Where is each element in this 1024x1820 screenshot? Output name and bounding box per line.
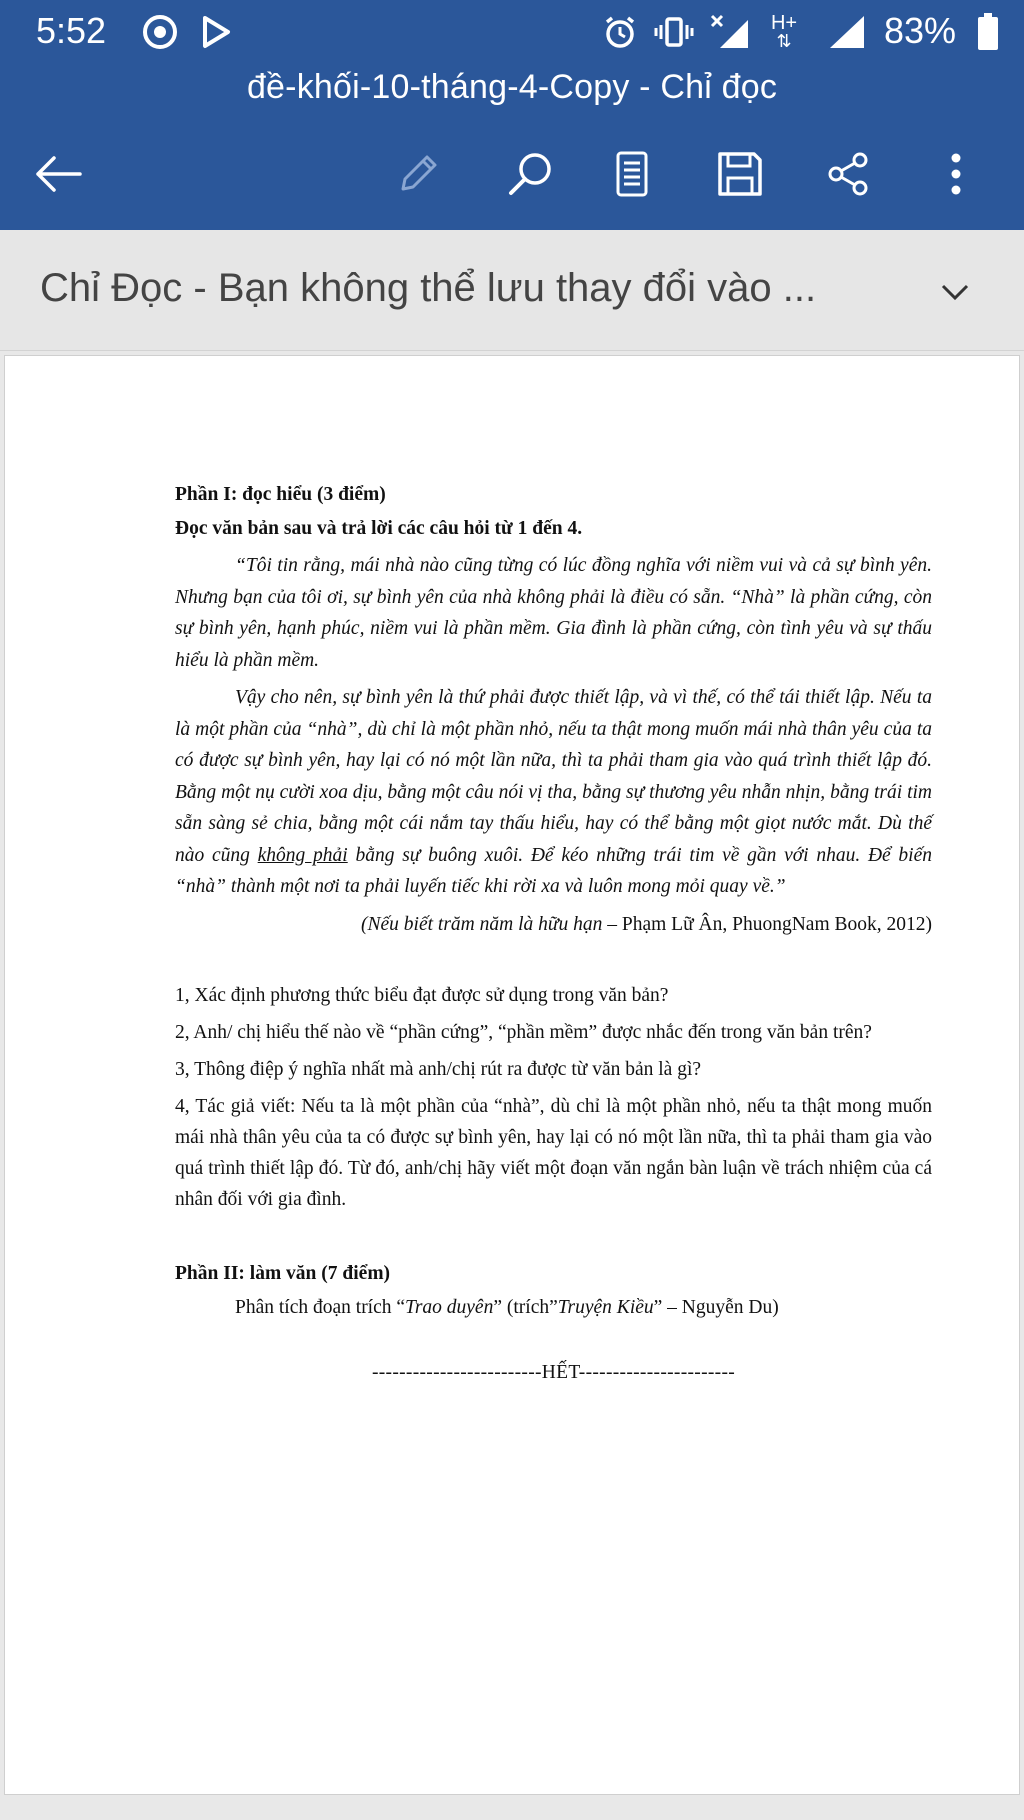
part2-heading: Phần II: làm văn (7 điểm) — [175, 1262, 391, 1284]
search-button[interactable] — [498, 142, 562, 206]
source-book-title: (Nếu biết trăm năm là hữu hạn — [361, 913, 603, 935]
read-only-notice-text: Chỉ Đọc - Bạn không thể lưu thay đổi vào ... — [40, 266, 817, 310]
search-icon — [505, 149, 555, 199]
status-time: 5:52 — [36, 10, 107, 51]
quote-paragraph-1: “Tôi tin rằng, mái nhà nào cũng từng có lúc đồng nghĩa với niềm vui và cả sự bình yên. Nhưng bạn của tôi ơi, sự bình yên của nhà không phải là điều có sẵn. “Nhà” là phần cứng, còn sự bình yên, hạnh phúc, niềm vui là phần mềm. Gia đình là phần cứng, còn tình yêu và sự thấu hiểu là phần mềm. — [175, 555, 932, 671]
share-button[interactable] — [816, 142, 880, 206]
edit-button[interactable] — [386, 142, 450, 206]
vibrate-icon — [654, 12, 694, 52]
chrome-icon — [140, 12, 180, 52]
read-only-notice[interactable] — [0, 230, 1024, 351]
underlined-phrase: không phải — [257, 844, 348, 866]
part1-heading: Phần I: đọc hiểu (3 điểm) — [175, 484, 386, 505]
essay-task-excerpt: Trao duyên — [405, 1296, 494, 1318]
quote-paragraph-2-end: bằng sự buông xuôi. Để kéo những trái tim về gần với nhau. Để biến “nhà” thành một nơi ta phải luyến tiếc khi rời xa và luôn mong mỏi quay về.” — [175, 844, 933, 897]
question-1: 1, Xác định phương thức biểu đạt được sử dụng trong văn bản? — [175, 984, 669, 1006]
network-type-icon: H+ ⇅ — [770, 12, 798, 51]
document-page[interactable] — [4, 355, 1020, 1795]
reading-view-button[interactable] — [600, 142, 664, 206]
no-signal-icon — [710, 12, 750, 52]
reading-view-icon — [612, 149, 652, 199]
network-type-label: H+ — [770, 12, 798, 34]
battery-icon — [968, 12, 1008, 52]
alarm-icon — [600, 12, 640, 52]
share-icon — [824, 150, 872, 198]
end-marker: -------------------------HẾT----------------------- — [371, 1361, 736, 1383]
document-body — [175, 478, 932, 1384]
reading-instruction: Đọc văn bản sau và trả lời các câu hỏi từ 1 đến 4. — [175, 518, 583, 539]
essay-task-work: Truyện Kiều — [557, 1296, 654, 1318]
signal-icon — [826, 12, 866, 52]
save-button[interactable] — [708, 142, 772, 206]
question-4: 4, Tác giả viết: Nếu ta là một phần của “nhà”, dù chỉ là một phần nhỏ, nếu ta thật mong muốn mái nhà thân yêu của ta có được sự bình yên, hay lại có nó một lần nữa, thì ta phải tham gia vào quá trình thiết lập đó. Từ đó, anh/chị hãy viết một đoạn văn ngắn bàn luận về trách nhiệm của cá nhân đối với gia đình. — [175, 1095, 932, 1210]
expand-notice-button[interactable] — [930, 262, 980, 322]
back-arrow-icon — [32, 154, 84, 194]
more-options-button[interactable] — [924, 142, 988, 206]
pencil-icon — [393, 149, 443, 199]
back-button[interactable] — [26, 142, 90, 206]
play-store-icon — [196, 12, 236, 52]
document-title: đề-khối-10-tháng-4-Copy - Chỉ đọc — [246, 68, 778, 106]
battery-percent: 83% — [884, 10, 957, 51]
question-2: 2, Anh/ chị hiểu thế nào về “phần cứng”, “phần mềm” được nhắc đến trong văn bản trên? — [175, 1021, 872, 1043]
more-icon — [948, 150, 964, 198]
essay-task-part: ” (trích” — [493, 1296, 558, 1318]
quote-source — [175, 909, 932, 940]
app-bar — [0, 0, 1024, 230]
question-3: 3, Thông điệp ý nghĩa nhất mà anh/chị rút ra được từ văn bản là gì? — [175, 1058, 702, 1080]
save-icon — [716, 150, 764, 198]
essay-task-part: Phân tích đoạn trích “ — [235, 1296, 406, 1318]
status-bar — [0, 0, 1024, 64]
essay-task-part: ” – Nguyễn Du) — [653, 1296, 779, 1318]
source-author: – Phạm Lữ Ân, PhuongNam Book, 2012) — [602, 913, 932, 935]
essay-task — [175, 1291, 932, 1324]
chevron-down-icon — [940, 282, 970, 302]
quote-paragraph-2 — [175, 682, 932, 903]
quote-paragraph-2-start: Vậy cho nên, sự bình yên là thứ phải được thiết lập, và vì thế, có thể tái thiết lập. Nếu ta là một phần của “nhà”, dù chỉ là một phần nhỏ, nếu ta thật mong muốn mái nhà thân yêu của ta có được sự bình yên, hay lại có nó một lần nữa, thì ta phải tham gia vào quá trình thiết lập đó. Bằng một nụ cười xoa dịu, bằng một câu nói vị tha, bằng sự thương yêu nhẫn nhịn, bằng trái tim sẵn sàng sẻ chia, bằng một cái nắm tay thấu hiểu, hay có thể bằng một giọt nước mắt. Dù thế nào cũng — [175, 687, 932, 866]
